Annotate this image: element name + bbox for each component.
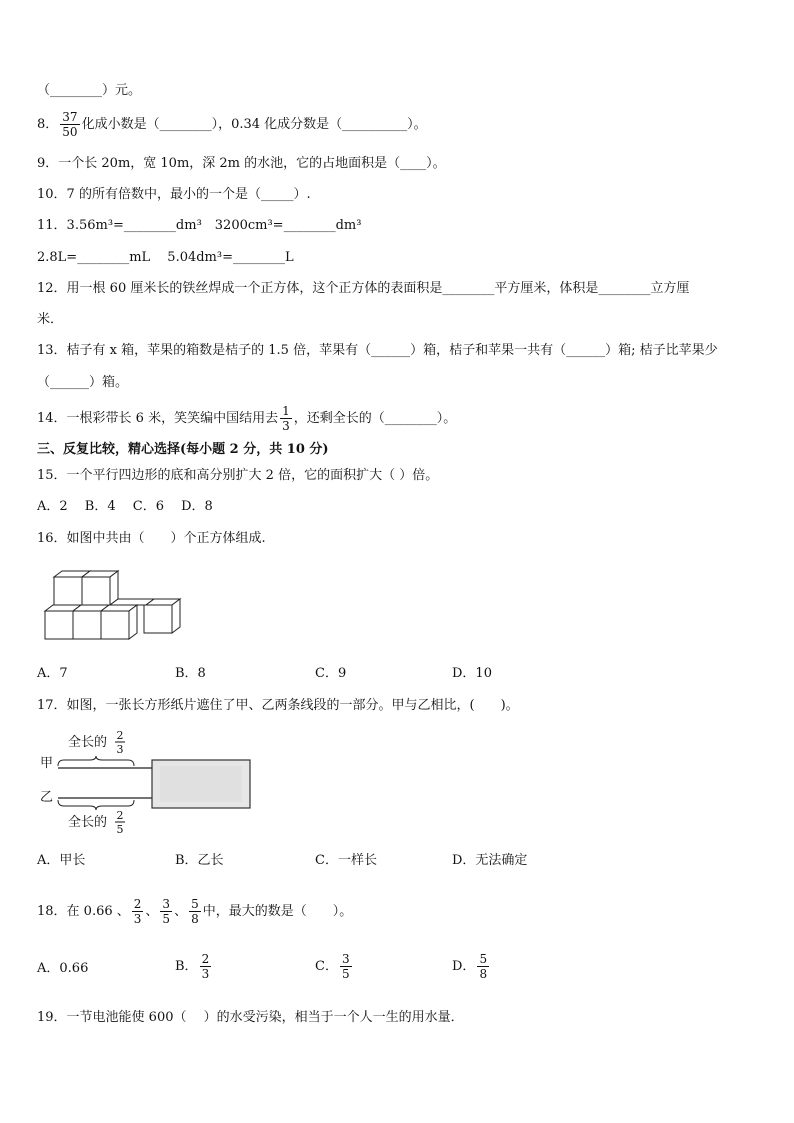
top-frac-num: 2 [116,729,124,742]
question-14: 14．一根彩带长 6 米，笑笑编中国结用去 $\frac{1}{3}$ ，还剩全长的（________）。 [37,404,457,433]
fraction-5-8: $\frac{5}{8}$ [191,897,199,926]
cube-figure [40,568,185,644]
bottom-frac-den: 5 [116,823,124,836]
q18-option-a[interactable]: A．0.66 [37,961,89,976]
q17-option-b[interactable]: B．乙长 [175,853,224,868]
question-18: 18．在 0.66 、 $\frac{2}{3}$ 、 $\frac{3}{5}$ 、 $\frac{5}{8}$ 中，最大的数是（ ）。 [37,897,353,926]
q18-option-c[interactable]: C． $\frac{3}{5}$ [315,952,350,981]
top-frac-den: 3 [116,743,124,756]
q16-option-c[interactable]: C．9 [315,666,347,681]
question-10: 10．7 的所有倍数中，最小的一个是（_____）. [37,187,311,202]
q7-tail: （________）元。 [37,83,142,98]
fraction-3-5: $\frac{3}{5}$ [162,897,171,926]
question-17: 17．如图，一张长方形纸片遮住了甲、乙两条线段的一部分。甲与乙相比，( )。 [37,698,519,713]
question-9: 9．一个长 20m，宽 10m，深 2m 的水池，它的占地面积是（____）。 [37,156,446,171]
bottom-frac-num: 2 [116,809,124,822]
question-15-options: A．2 B．4 C．6 D．8 [37,499,213,514]
q17-option-a[interactable]: A．甲长 [37,853,86,868]
yi-label: 乙 [40,790,54,805]
q16-option-b[interactable]: B．8 [175,666,206,681]
question-13-line1: 13．桔子有 x 箱，苹果的箱数是桔子的 1.5 倍，苹果有（______）箱，桔子和苹果一共有（______）箱; 桔子比苹果少 [37,343,718,358]
q17-option-c[interactable]: C．一样长 [315,853,377,868]
q18-option-d[interactable]: D． $\frac{5}{8}$ [452,952,488,981]
bottom-label: 全长的 [68,815,108,830]
fraction-37-50: $\frac{37}{50}$ [62,110,78,139]
jia-label: 甲 [40,756,54,771]
q16-option-a[interactable]: A．7 [37,666,68,681]
segment-figure [36,728,256,840]
q16-option-d[interactable]: D．10 [452,666,492,681]
question-8: 8． $\frac{37}{50}$ 化成小数是（________），0.34 化成分数是（__________）。 [37,110,427,139]
question-13-line2: （______）箱。 [37,375,129,390]
section-3-heading: 三、反复比较，精心选择(每小题 2 分，共 10 分) [37,442,329,457]
question-16: 16．如图中共由（ ）个正方体组成. [37,531,266,546]
q18-option-b[interactable]: B． $\frac{2}{3}$ [175,952,210,981]
question-12-line1: 12．用一根 60 厘米长的铁丝焊成一个正方体，这个正方体的表面积是________平方厘米，体积是________立方厘 [37,281,690,296]
question-11-line1: 11．3.56m³=________dm³ 3200cm³=________dm³ [37,218,362,233]
q17-option-d[interactable]: D．无法确定 [452,853,528,868]
fraction-1-3: $\frac{1}{3}$ [282,404,290,433]
question-15: 15．一个平行四边形的底和高分别扩大 2 倍，它的面积扩大（ ）倍。 [37,468,439,483]
question-19: 19．一节电池能使 600（ ）的水受污染，相当于一个人一生的用水量． [37,1010,464,1025]
question-11-line2: 2.8L=________mL 5.04dm³=________L [37,250,294,265]
question-12-line2: 米． [37,312,64,327]
top-label: 全长的 [68,735,108,750]
fraction-2-3: $\frac{2}{3}$ [133,897,142,926]
